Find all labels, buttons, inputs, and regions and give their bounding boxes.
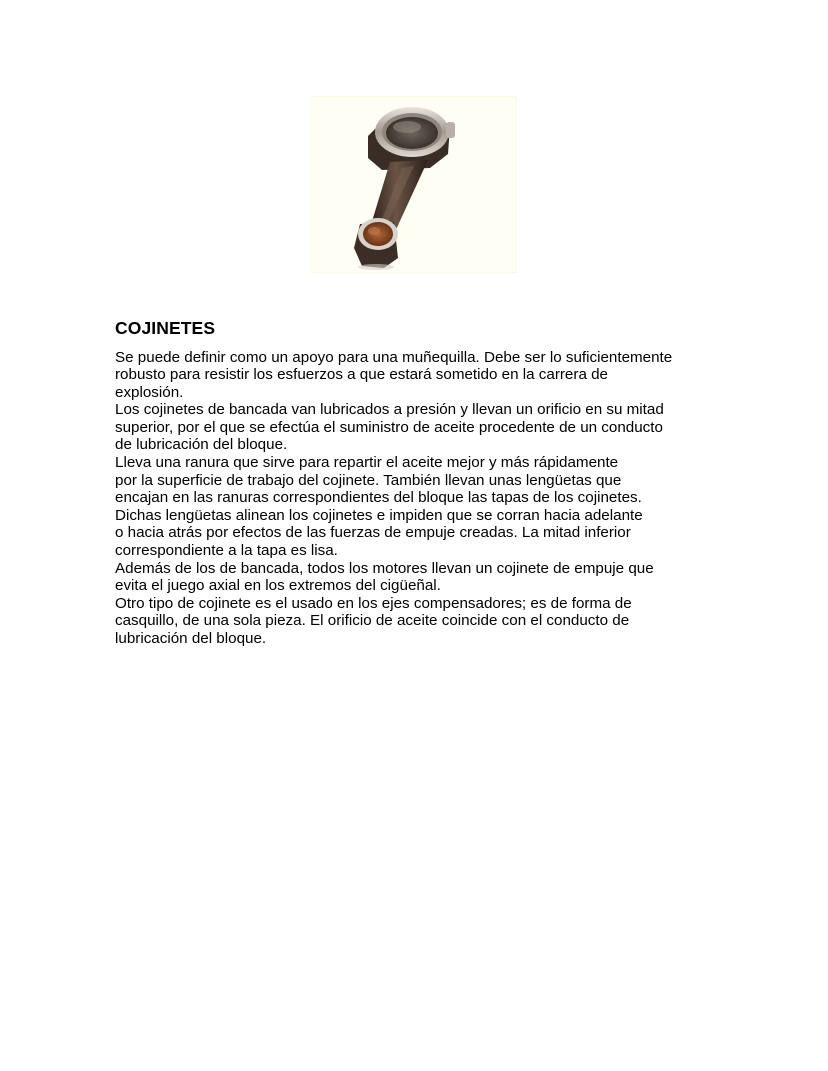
text-line: lubricación del bloque.	[115, 630, 267, 647]
section-body	[115, 349, 755, 648]
connecting-rod-illustration	[310, 96, 517, 273]
text-line: casquillo, de una sola pieza. El orificio de aceite coincide con el conducto de	[115, 612, 630, 630]
text-line: explosión.	[115, 383, 184, 401]
text-line: correspondiente a la tapa es lisa.	[115, 542, 338, 560]
text-line: Lleva una ranura que sirve para repartir el aceite mejor y más rápidamente	[115, 454, 619, 472]
text-line: evita el juego axial en los extremos del cigüeñal.	[115, 577, 441, 595]
text-line: Dichas lengüetas alinean los cojinetes e impiden que se corran hacia adelante	[115, 506, 643, 524]
connecting-rod-image	[310, 96, 517, 273]
text-line: por la superficie de trabajo del cojinete. También llevan unas lengüetas que	[115, 471, 622, 489]
text-line: Se puede definir como un apoyo para una muñequilla. Debe ser lo suficientemente	[115, 348, 673, 366]
text-line: Otro tipo de cojinete es el usado en los ejes compensadores; es de forma de	[115, 594, 632, 612]
text-line: encajan en las ranuras correspondientes del bloque las tapas de los cojinetes.	[115, 489, 642, 507]
text-line: de lubricación del bloque.	[115, 436, 288, 454]
text-line: o hacia atrás por efectos de las fuerzas de empuje creadas. La mitad inferior	[115, 524, 631, 542]
text-line: Además de los de bancada, todos los motores llevan un cojinete de empuje que	[115, 559, 654, 577]
section-heading: COJINETES	[115, 318, 216, 338]
text-line: superior, por el que se efectúa el suministro de aceite procedente de un conducto	[115, 418, 663, 436]
text-line: robusto para resistir los esfuerzos a que estará sometido en la carrera de	[115, 366, 609, 384]
text-line: Los cojinetes de bancada van lubricados a presión y llevan un orificio en su mitad	[115, 401, 664, 419]
